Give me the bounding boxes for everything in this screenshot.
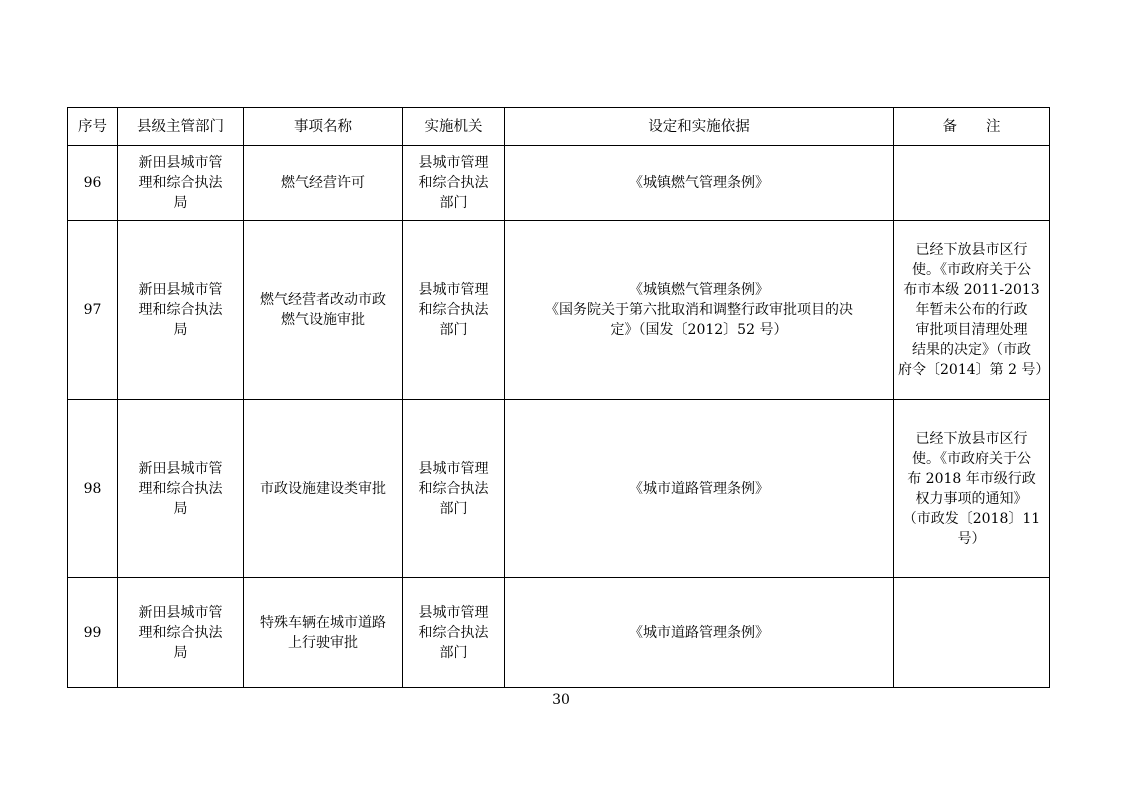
page-number: 30 (552, 692, 570, 708)
table-header-row (68, 108, 1050, 146)
cell-legal-basis (505, 221, 894, 400)
cell-county-department-line: 理和综合执法 (138, 480, 223, 497)
cell-legal-basis-line: 《城镇燃气管理条例》 (629, 175, 769, 191)
table-row (68, 400, 1050, 578)
cell-remarks (894, 578, 1050, 688)
cell-legal-basis-line: 《城市道路管理条例》 (629, 624, 769, 641)
cell-serial-no: 99 (68, 578, 118, 688)
cell-remarks (894, 146, 1050, 221)
cell-implementing-agency (403, 146, 505, 221)
cell-legal-basis-line: 《国务院关于第六批取消和调整行政审批项目的决 (545, 302, 853, 318)
cell-county-department (118, 146, 244, 221)
cell-implementing-agency (403, 221, 505, 400)
cell-remarks-line: 使。《市政府关于公 (912, 262, 1031, 278)
cell-remarks (894, 221, 1050, 400)
cell-item-name-line: 燃气经营者改动市政 (260, 292, 386, 308)
cell-legal-basis (505, 146, 894, 221)
cell-implementing-agency (403, 578, 505, 688)
cell-remarks-line: 年暂未公布的行政 (915, 302, 1028, 318)
cell-implementing-agency-line: 部门 (439, 500, 468, 517)
cell-legal-basis-line: 《城镇燃气管理条例》 (629, 282, 769, 298)
cell-legal-basis (505, 400, 894, 578)
cell-implementing-agency-line: 部门 (439, 195, 468, 211)
cell-county-department-line: 新田县城市管 (138, 460, 223, 477)
cell-county-department-line: 新田县城市管 (138, 282, 223, 298)
cell-legal-basis (505, 578, 894, 688)
authority-items-table (67, 107, 1050, 688)
cell-remarks-line: 府令〔2014〕第 2 号） (898, 362, 1050, 378)
header-serial-no: 序号 (68, 108, 118, 146)
cell-remarks-line: 结果的决定》（市政 (912, 342, 1031, 358)
cell-county-department-line: 理和综合执法 (138, 624, 223, 641)
cell-county-department-line: 局 (173, 500, 188, 517)
cell-remarks-line: 使。《市政府关于公 (912, 450, 1031, 467)
cell-legal-basis-line: 定》（国发〔2012〕52 号） (610, 322, 788, 338)
cell-item-name-line: 上行驶审批 (288, 634, 358, 651)
header-remarks: 备 注 (894, 108, 1050, 146)
cell-implementing-agency-line: 和综合执法 (418, 480, 489, 497)
cell-implementing-agency (403, 400, 505, 578)
table-row (68, 221, 1050, 400)
cell-serial-no: 96 (68, 146, 118, 221)
cell-county-department-line: 局 (173, 195, 188, 211)
header-implementing-agency: 实施机关 (403, 108, 505, 146)
cell-remarks-line: 布市本级 2011-2013 (903, 282, 1040, 298)
cell-remarks (894, 400, 1050, 578)
cell-county-department (118, 400, 244, 578)
cell-implementing-agency-line: 和综合执法 (418, 175, 489, 191)
header-legal-basis: 设定和实施依据 (505, 108, 894, 146)
cell-remarks-line: 布 2018 年市级行政 (907, 470, 1036, 487)
cell-county-department-line: 新田县城市管 (138, 155, 223, 171)
cell-item-name (244, 578, 403, 688)
cell-county-department-line: 新田县城市管 (138, 604, 223, 621)
table-row (68, 146, 1050, 221)
table-row (68, 578, 1050, 688)
cell-item-name-line: 市政设施建设类审批 (260, 480, 386, 497)
cell-item-name-line: 燃气经营许可 (281, 175, 365, 191)
cell-serial-no: 97 (68, 221, 118, 400)
cell-serial-no: 98 (68, 400, 118, 578)
cell-implementing-agency-line: 部门 (439, 322, 468, 338)
cell-item-name (244, 400, 403, 578)
cell-remarks-line: （市政发〔2018〕11 (902, 510, 1041, 527)
cell-item-name-line: 特殊车辆在城市道路 (260, 614, 386, 631)
cell-remarks-line: 已经下放县市区行 (915, 242, 1028, 258)
cell-county-department-line: 理和综合执法 (138, 302, 223, 318)
cell-item-name-line: 燃气设施审批 (281, 312, 365, 328)
cell-implementing-agency-line: 县城市管理 (418, 460, 489, 477)
cell-county-department (118, 578, 244, 688)
cell-legal-basis-line: 《城市道路管理条例》 (629, 480, 769, 497)
cell-implementing-agency-line: 和综合执法 (418, 302, 489, 318)
cell-county-department-line: 局 (173, 322, 188, 338)
cell-implementing-agency-line: 县城市管理 (418, 604, 489, 621)
cell-implementing-agency-line: 部门 (439, 644, 468, 661)
cell-county-department-line: 局 (173, 644, 188, 661)
cell-remarks-line: 权力事项的通知》 (915, 490, 1028, 507)
cell-implementing-agency-line: 县城市管理 (418, 282, 489, 298)
cell-remarks-line: 已经下放县市区行 (915, 430, 1028, 447)
cell-county-department-line: 理和综合执法 (138, 175, 223, 191)
cell-item-name (244, 146, 403, 221)
cell-implementing-agency-line: 和综合执法 (418, 624, 489, 641)
header-item-name: 事项名称 (244, 108, 403, 146)
header-county-department: 县级主管部门 (118, 108, 244, 146)
cell-remarks-line: 号） (957, 530, 986, 547)
cell-county-department (118, 221, 244, 400)
cell-implementing-agency-line: 县城市管理 (418, 155, 489, 171)
cell-remarks-line: 审批项目清理处理 (915, 322, 1028, 338)
cell-item-name (244, 221, 403, 400)
